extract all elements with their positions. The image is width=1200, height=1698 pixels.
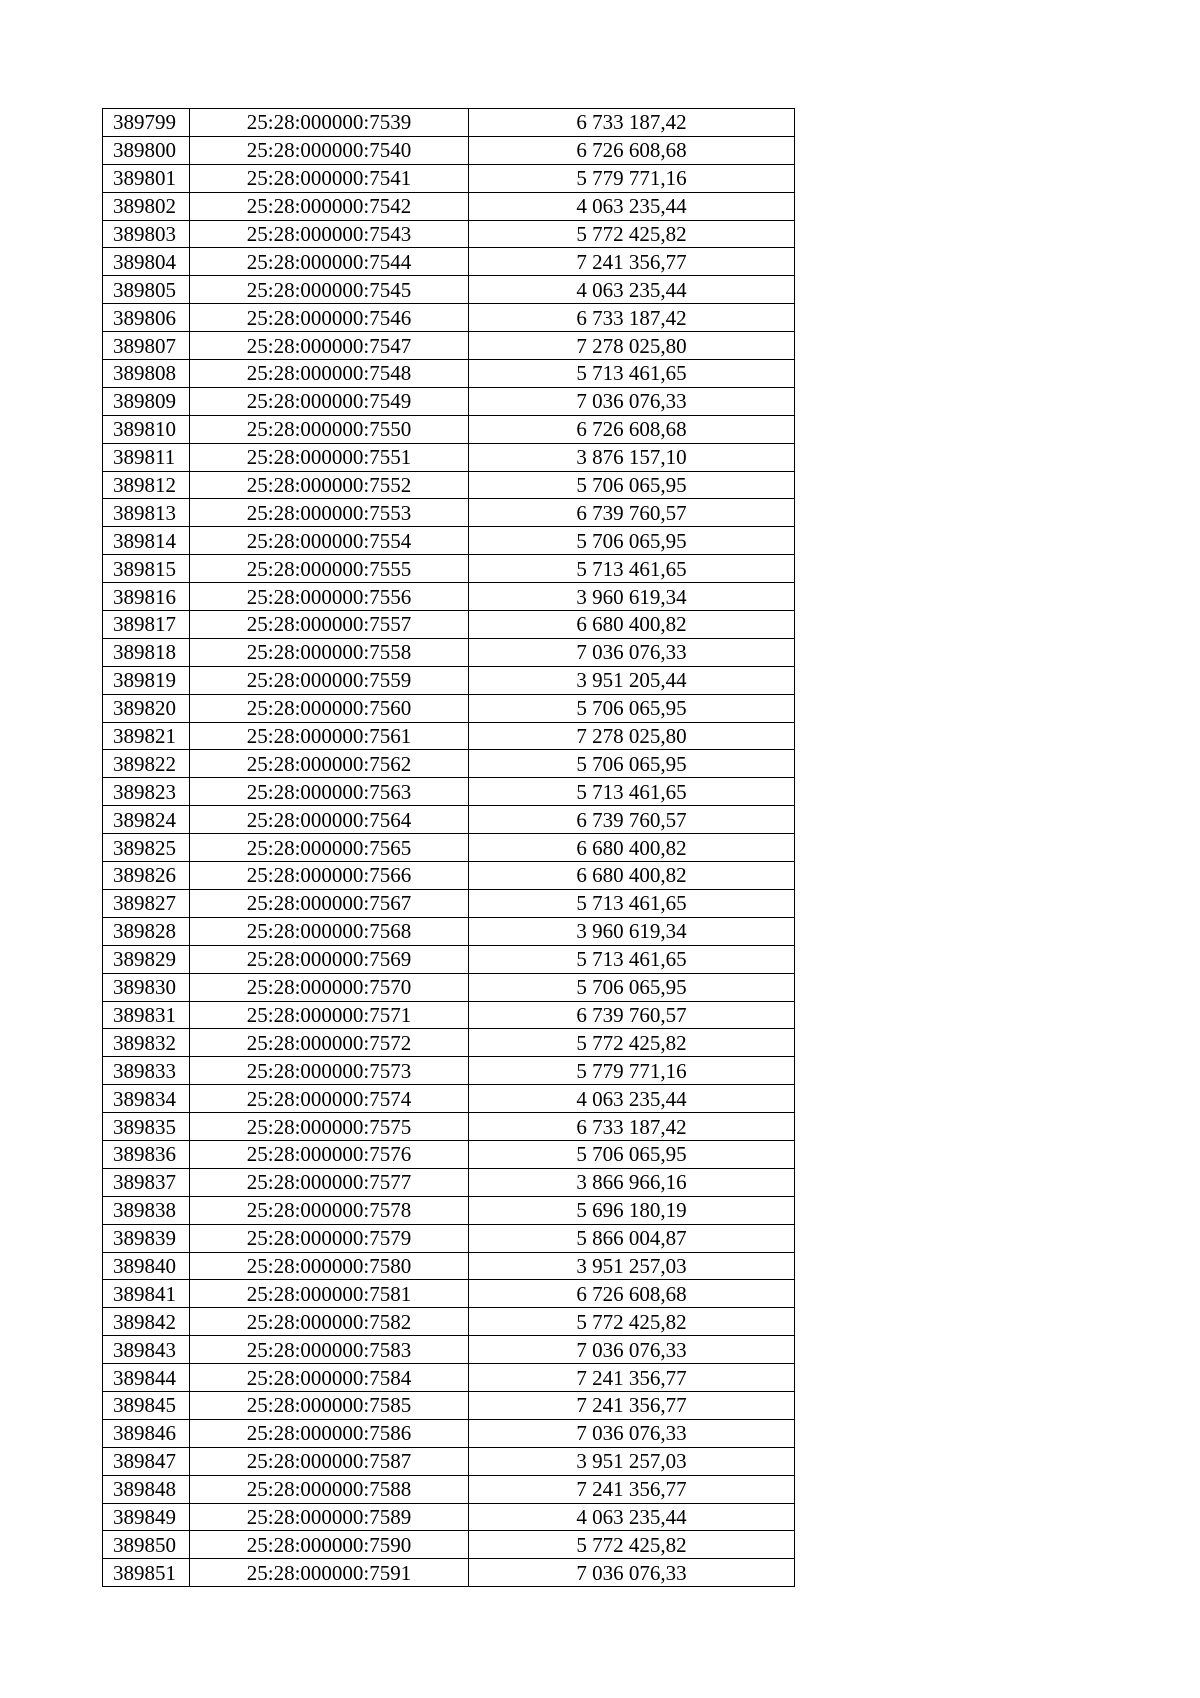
row-number-cell: 389803 — [103, 220, 190, 248]
cadastral-number-cell: 25:28:000000:7567 — [190, 889, 469, 917]
cadastral-number-cell: 25:28:000000:7560 — [190, 694, 469, 722]
cadastral-number-cell: 25:28:000000:7545 — [190, 276, 469, 304]
row-number-cell: 389824 — [103, 806, 190, 834]
row-number-cell: 389816 — [103, 583, 190, 611]
row-number-cell: 389812 — [103, 471, 190, 499]
cadastral-number-cell: 25:28:000000:7578 — [190, 1196, 469, 1224]
table-row — [103, 638, 795, 666]
table-row — [103, 1252, 795, 1280]
cadastral-number-cell: 25:28:000000:7579 — [190, 1224, 469, 1252]
row-number-cell: 389815 — [103, 555, 190, 583]
table-row — [103, 276, 795, 304]
table-row — [103, 1196, 795, 1224]
table-row — [103, 415, 795, 443]
value-cell: 6 739 760,57 — [469, 1001, 795, 1029]
row-number-cell: 389838 — [103, 1196, 190, 1224]
table-row — [103, 889, 795, 917]
cadastral-number-cell: 25:28:000000:7562 — [190, 750, 469, 778]
row-number-cell: 389817 — [103, 611, 190, 639]
table-row — [103, 722, 795, 750]
value-cell: 3 951 205,44 — [469, 666, 795, 694]
row-number-cell: 389834 — [103, 1085, 190, 1113]
table-row — [103, 1475, 795, 1503]
value-cell: 7 241 356,77 — [469, 248, 795, 276]
value-cell: 5 706 065,95 — [469, 750, 795, 778]
cadastral-number-cell: 25:28:000000:7571 — [190, 1001, 469, 1029]
cadastral-number-cell: 25:28:000000:7588 — [190, 1475, 469, 1503]
cadastral-number-cell: 25:28:000000:7555 — [190, 555, 469, 583]
value-cell: 5 706 065,95 — [469, 1140, 795, 1168]
value-cell: 5 772 425,82 — [469, 1308, 795, 1336]
table-row — [103, 806, 795, 834]
value-cell: 7 036 076,33 — [469, 638, 795, 666]
cadastral-number-cell: 25:28:000000:7544 — [190, 248, 469, 276]
cadastral-number-cell: 25:28:000000:7551 — [190, 443, 469, 471]
value-cell: 5 706 065,95 — [469, 973, 795, 1001]
row-number-cell: 389837 — [103, 1168, 190, 1196]
cadastral-number-cell: 25:28:000000:7576 — [190, 1140, 469, 1168]
value-cell: 5 772 425,82 — [469, 1531, 795, 1559]
cadastral-number-cell: 25:28:000000:7546 — [190, 304, 469, 332]
cadastral-number-cell: 25:28:000000:7557 — [190, 611, 469, 639]
value-cell: 6 726 608,68 — [469, 136, 795, 164]
cadastral-value-table — [102, 108, 795, 1587]
value-cell: 5 713 461,65 — [469, 778, 795, 806]
value-cell: 7 036 076,33 — [469, 1336, 795, 1364]
value-cell: 5 779 771,16 — [469, 164, 795, 192]
row-number-cell: 389823 — [103, 778, 190, 806]
row-number-cell: 389813 — [103, 499, 190, 527]
row-number-cell: 389811 — [103, 443, 190, 471]
cadastral-number-cell: 25:28:000000:7572 — [190, 1029, 469, 1057]
row-number-cell: 389801 — [103, 164, 190, 192]
value-cell: 5 706 065,95 — [469, 471, 795, 499]
value-cell: 5 866 004,87 — [469, 1224, 795, 1252]
value-cell: 6 726 608,68 — [469, 1280, 795, 1308]
value-cell: 7 036 076,33 — [469, 387, 795, 415]
value-cell: 3 960 619,34 — [469, 583, 795, 611]
cadastral-number-cell: 25:28:000000:7556 — [190, 583, 469, 611]
row-number-cell: 389807 — [103, 332, 190, 360]
value-cell: 7 036 076,33 — [469, 1559, 795, 1587]
table-row — [103, 1001, 795, 1029]
row-number-cell: 389832 — [103, 1029, 190, 1057]
row-number-cell: 389821 — [103, 722, 190, 750]
row-number-cell: 389847 — [103, 1447, 190, 1475]
table-row — [103, 304, 795, 332]
value-cell: 4 063 235,44 — [469, 1503, 795, 1531]
value-cell: 3 960 619,34 — [469, 917, 795, 945]
row-number-cell: 389826 — [103, 862, 190, 890]
row-number-cell: 389851 — [103, 1559, 190, 1587]
row-number-cell: 389850 — [103, 1531, 190, 1559]
cadastral-number-cell: 25:28:000000:7587 — [190, 1447, 469, 1475]
table-row — [103, 694, 795, 722]
row-number-cell: 389809 — [103, 387, 190, 415]
cadastral-number-cell: 25:28:000000:7574 — [190, 1085, 469, 1113]
table-row — [103, 527, 795, 555]
table-row — [103, 583, 795, 611]
table-row — [103, 1085, 795, 1113]
table-row — [103, 220, 795, 248]
cadastral-number-cell: 25:28:000000:7554 — [190, 527, 469, 555]
row-number-cell: 389829 — [103, 945, 190, 973]
cadastral-number-cell: 25:28:000000:7559 — [190, 666, 469, 694]
value-cell: 5 706 065,95 — [469, 694, 795, 722]
value-cell: 7 241 356,77 — [469, 1364, 795, 1392]
cadastral-number-cell: 25:28:000000:7581 — [190, 1280, 469, 1308]
row-number-cell: 389825 — [103, 834, 190, 862]
table-body — [103, 109, 795, 1587]
value-cell: 3 951 257,03 — [469, 1447, 795, 1475]
row-number-cell: 389806 — [103, 304, 190, 332]
cadastral-number-cell: 25:28:000000:7570 — [190, 973, 469, 1001]
table-row — [103, 136, 795, 164]
row-number-cell: 389814 — [103, 527, 190, 555]
cadastral-number-cell: 25:28:000000:7541 — [190, 164, 469, 192]
cadastral-number-cell: 25:28:000000:7573 — [190, 1057, 469, 1085]
table-row — [103, 443, 795, 471]
table-row — [103, 973, 795, 1001]
table-row — [103, 1029, 795, 1057]
table-row — [103, 332, 795, 360]
cadastral-number-cell: 25:28:000000:7585 — [190, 1391, 469, 1419]
row-number-cell: 389845 — [103, 1391, 190, 1419]
table-row — [103, 666, 795, 694]
cadastral-number-cell: 25:28:000000:7589 — [190, 1503, 469, 1531]
value-cell: 5 713 461,65 — [469, 889, 795, 917]
value-cell: 5 713 461,65 — [469, 555, 795, 583]
cadastral-number-cell: 25:28:000000:7586 — [190, 1419, 469, 1447]
table-row — [103, 1224, 795, 1252]
cadastral-number-cell: 25:28:000000:7563 — [190, 778, 469, 806]
value-cell: 6 680 400,82 — [469, 834, 795, 862]
cadastral-number-cell: 25:28:000000:7547 — [190, 332, 469, 360]
table-row — [103, 1531, 795, 1559]
cadastral-number-cell: 25:28:000000:7580 — [190, 1252, 469, 1280]
row-number-cell: 389833 — [103, 1057, 190, 1085]
table-row — [103, 387, 795, 415]
row-number-cell: 389820 — [103, 694, 190, 722]
cadastral-number-cell: 25:28:000000:7569 — [190, 945, 469, 973]
cadastral-number-cell: 25:28:000000:7550 — [190, 415, 469, 443]
table-row — [103, 1280, 795, 1308]
value-cell: 5 779 771,16 — [469, 1057, 795, 1085]
cadastral-number-cell: 25:28:000000:7542 — [190, 192, 469, 220]
table-row — [103, 471, 795, 499]
value-cell: 4 063 235,44 — [469, 276, 795, 304]
value-cell: 7 278 025,80 — [469, 332, 795, 360]
table-row — [103, 917, 795, 945]
cadastral-number-cell: 25:28:000000:7590 — [190, 1531, 469, 1559]
table-row — [103, 750, 795, 778]
cadastral-number-cell: 25:28:000000:7548 — [190, 360, 469, 388]
row-number-cell: 389835 — [103, 1113, 190, 1141]
row-number-cell: 389830 — [103, 973, 190, 1001]
cadastral-number-cell: 25:28:000000:7566 — [190, 862, 469, 890]
cadastral-number-cell: 25:28:000000:7564 — [190, 806, 469, 834]
table-row — [103, 1559, 795, 1587]
row-number-cell: 389846 — [103, 1419, 190, 1447]
row-number-cell: 389800 — [103, 136, 190, 164]
row-number-cell: 389805 — [103, 276, 190, 304]
table-row — [103, 499, 795, 527]
value-cell: 5 772 425,82 — [469, 1029, 795, 1057]
row-number-cell: 389843 — [103, 1336, 190, 1364]
table-row — [103, 778, 795, 806]
cadastral-number-cell: 25:28:000000:7561 — [190, 722, 469, 750]
row-number-cell: 389818 — [103, 638, 190, 666]
row-number-cell: 389840 — [103, 1252, 190, 1280]
cadastral-number-cell: 25:28:000000:7543 — [190, 220, 469, 248]
table-row — [103, 1057, 795, 1085]
table-row — [103, 1140, 795, 1168]
table-row — [103, 192, 795, 220]
table-row — [103, 834, 795, 862]
value-cell: 5 706 065,95 — [469, 527, 795, 555]
cadastral-number-cell: 25:28:000000:7577 — [190, 1168, 469, 1196]
table-row — [103, 1391, 795, 1419]
table-row — [103, 248, 795, 276]
cadastral-number-cell: 25:28:000000:7565 — [190, 834, 469, 862]
row-number-cell: 389836 — [103, 1140, 190, 1168]
value-cell: 3 951 257,03 — [469, 1252, 795, 1280]
table-row — [103, 611, 795, 639]
cadastral-number-cell: 25:28:000000:7582 — [190, 1308, 469, 1336]
value-cell: 6 680 400,82 — [469, 862, 795, 890]
table-row — [103, 360, 795, 388]
table-row — [103, 862, 795, 890]
row-number-cell: 389828 — [103, 917, 190, 945]
row-number-cell: 389839 — [103, 1224, 190, 1252]
value-cell: 5 696 180,19 — [469, 1196, 795, 1224]
table-row — [103, 945, 795, 973]
row-number-cell: 389831 — [103, 1001, 190, 1029]
row-number-cell: 389804 — [103, 248, 190, 276]
table-row — [103, 1308, 795, 1336]
value-cell: 5 772 425,82 — [469, 220, 795, 248]
cadastral-number-cell: 25:28:000000:7549 — [190, 387, 469, 415]
value-cell: 7 241 356,77 — [469, 1391, 795, 1419]
table-row — [103, 1503, 795, 1531]
value-cell: 7 278 025,80 — [469, 722, 795, 750]
cadastral-number-cell: 25:28:000000:7540 — [190, 136, 469, 164]
cadastral-number-cell: 25:28:000000:7583 — [190, 1336, 469, 1364]
value-cell: 4 063 235,44 — [469, 1085, 795, 1113]
value-cell: 7 241 356,77 — [469, 1475, 795, 1503]
value-cell: 3 876 157,10 — [469, 443, 795, 471]
table-row — [103, 164, 795, 192]
value-cell: 6 733 187,42 — [469, 109, 795, 137]
row-number-cell: 389802 — [103, 192, 190, 220]
row-number-cell: 389819 — [103, 666, 190, 694]
table-row — [103, 1113, 795, 1141]
value-cell: 5 713 461,65 — [469, 360, 795, 388]
row-number-cell: 389827 — [103, 889, 190, 917]
value-cell: 6 739 760,57 — [469, 806, 795, 834]
row-number-cell: 389808 — [103, 360, 190, 388]
row-number-cell: 389822 — [103, 750, 190, 778]
value-cell: 3 866 966,16 — [469, 1168, 795, 1196]
row-number-cell: 389848 — [103, 1475, 190, 1503]
table-row — [103, 1447, 795, 1475]
row-number-cell: 389844 — [103, 1364, 190, 1392]
value-cell: 6 680 400,82 — [469, 611, 795, 639]
cadastral-number-cell: 25:28:000000:7552 — [190, 471, 469, 499]
value-cell: 6 739 760,57 — [469, 499, 795, 527]
row-number-cell: 389841 — [103, 1280, 190, 1308]
value-cell: 4 063 235,44 — [469, 192, 795, 220]
value-cell: 6 726 608,68 — [469, 415, 795, 443]
cadastral-number-cell: 25:28:000000:7558 — [190, 638, 469, 666]
table-row — [103, 1364, 795, 1392]
table-row — [103, 1336, 795, 1364]
cadastral-number-cell: 25:28:000000:7591 — [190, 1559, 469, 1587]
row-number-cell: 389842 — [103, 1308, 190, 1336]
cadastral-number-cell: 25:28:000000:7568 — [190, 917, 469, 945]
row-number-cell: 389810 — [103, 415, 190, 443]
value-cell: 7 036 076,33 — [469, 1419, 795, 1447]
row-number-cell: 389799 — [103, 109, 190, 137]
row-number-cell: 389849 — [103, 1503, 190, 1531]
table-row — [103, 1419, 795, 1447]
value-cell: 6 733 187,42 — [469, 1113, 795, 1141]
value-cell: 6 733 187,42 — [469, 304, 795, 332]
value-cell: 5 713 461,65 — [469, 945, 795, 973]
cadastral-number-cell: 25:28:000000:7584 — [190, 1364, 469, 1392]
table-row — [103, 1168, 795, 1196]
cadastral-number-cell: 25:28:000000:7553 — [190, 499, 469, 527]
table-row — [103, 109, 795, 137]
table-row — [103, 555, 795, 583]
cadastral-number-cell: 25:28:000000:7539 — [190, 109, 469, 137]
cadastral-number-cell: 25:28:000000:7575 — [190, 1113, 469, 1141]
